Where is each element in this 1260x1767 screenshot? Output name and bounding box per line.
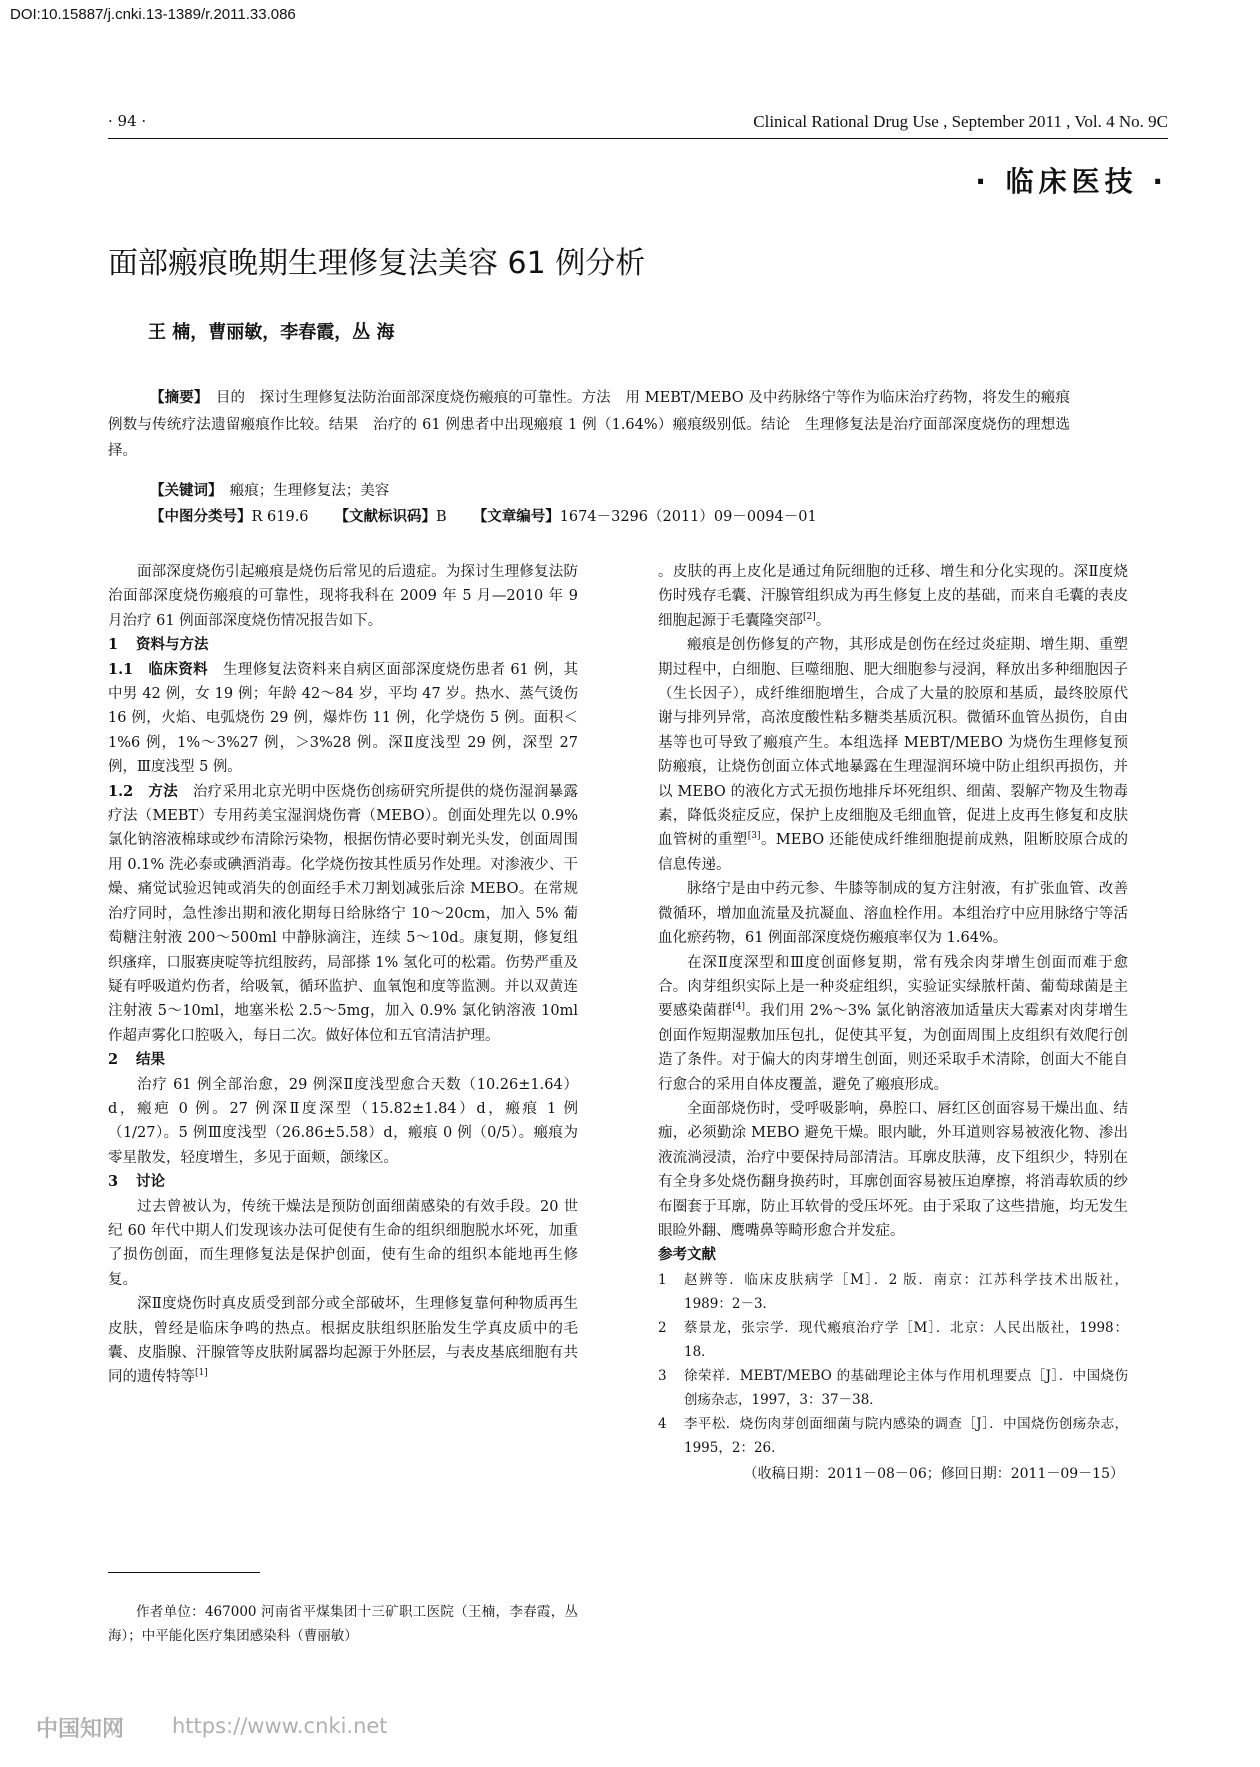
discussion-paragraph-3 [658,633,1128,877]
reference-number: 2 [658,1319,667,1336]
doi: DOI:10.15887/j.cnki.13-1389/r.2011.33.086 [10,6,296,23]
section-label: · 临床医技 · [975,165,1168,198]
section-1-1-text: 生理修复法资料来自病区面部深度烧伤患者 61 例，其中男 42 例，女 19 例；年龄 42～84 岁，平均 47 岁。热水、蒸气烫伤 16 例，火焰、电弧烧伤 29 例，爆炸伤 11 例，化学烧伤 5 例。面积＜1%6 例，1%～3%27 例，＞3%28 例。深Ⅱ度浅型 29 例，深型 27 例，Ⅲ度浅型 5 例。 [108,661,579,776]
received-dates: （收稿日期：2011－08－06；修回日期：2011－09－15） [743,1465,1124,1482]
section-3-title: 讨论 [136,1173,165,1191]
right-column [658,560,1128,1486]
results-paragraph: 治疗 61 例全部治愈，29 例深Ⅱ度浅型愈合天数（10.26±1.64）d，瘢疤 0 例。27 例深Ⅱ度深型（15.82±1.84）d，瘢痕 1 例（1/27）。5 例Ⅲ度浅型（26.86±5.58）d，瘢痕 0 例（0/5）。瘢痕为零星散发，轻度增生，多见于面颊，颌缘区。 [108,1076,578,1166]
section-1-1 [108,658,578,780]
section-1-1-heading: 1.1 临床资料 [108,660,208,678]
section-1-2-text: 治疗采用北京光明中医烧伤创疡研究所提供的烧伤湿润暴露疗法（MEBT）专用药美宝湿润烧伤膏（MEBO）。创面处理先以 0.9% 氯化钠溶液棉球或纱布清除污染物，根据伤情必要时剃光头发，创面周围用 0.1% 洗必泰或碘酒消毒。化学烧伤按其性质另作处理。对渗液少、干燥、痛觉试验迟钝或消失的创面经手术刀割划减张后涂 MEBO。在常规治疗同时，急性渗出期和液化期每日给脉络宁 10～20cm，加入 5% 葡萄糖注射液 200～500ml 中静脉滴注，连续 5～10d。康复期，修复组织瘙痒，口服赛庚啶等抗组胺药，局部搽 1% 氢化可的松霜。伤势严重及疑有呼吸道灼伤者，给吸氧，循环监护、血氧饱和度等监测。并以双黄连注射液 5～10ml，地塞米松 2.5～5mg，加入 0.9% 氯化钠溶液 10ml 作超声雾化口腔吸入，每日二次。做好体位和五官清洁护理。 [108,783,578,1044]
references-heading: 参考文献 [658,1246,716,1264]
article-title: 面部瘢痕晚期生理修复法美容 61 例分析 [108,246,646,281]
abstract-label: 【摘要】 [150,389,202,406]
footnote-rule [108,1572,260,1573]
class-value: R 619.6 [251,509,309,525]
keywords-label: 【关键词】 [150,482,216,499]
discussion-2a-text: 深Ⅱ度烧伤时真皮质受到部分或全部破坏，生理修复靠何种物质再生皮肤，曾经是临床争鸣的热点。根据皮肤组织胚胎发生学真皮质中的毛囊、皮脂腺、汗腺管等皮肤附属器均起源于外胚层，与表皮基底细胞有共同的遗传特等 [108,1296,578,1386]
author-list: 王 楠，曹丽敏，李春霞，丛 海 [148,322,395,343]
reference-number: 4 [658,1415,667,1432]
reference-text: 赵辨等．临床皮肤病学［M］．2 版．南京：江苏科学技术出版社，1989：2－3． [684,1271,1128,1312]
reference-item [658,1412,1128,1460]
discussion-3a-text: 瘢痕是创伤修复的产物，其形成是创伤在经过炎症期、增生期、重塑期过程中，白细胞、巨噬细胞、肥大细胞参与浸润，释放出多种细胞因子（生长因子），成纤维细胞增生，合成了大量的胶原和基质，最终胶原代谢与排列异常，高浓度酸性粘多糖类基质沉积。微循环血管丛损伤，自由基等也可导致了瘢痕产生。本组选择 MEBT/MEBO 为烧伤生理修复预防瘢痕，让烧伤创面立体式地暴露在生理湿润环境中防止组织再损伤，并以 MEBO 的液化方式无损伤地排斥坏死组织、细菌、裂解产物及生物毒素，降低炎症反应，保护上皮细胞及毛细血管，促进上皮再生修复和皮肤血管树的重塑 [658,637,1128,849]
citation-2: [2] [803,611,816,622]
classification-line [108,504,1070,531]
page-number: · 94 · [108,112,147,130]
reference-text: 李平松．烧伤肉芽创面细菌与院内感染的调查［J］．中国烧伤创疡杂志，1995，2：26． [684,1415,1128,1456]
intro-paragraph: 面部深度烧伤引起瘢痕是烧伤后常见的后遗症。为探讨生理修复法防治面部深度烧伤瘢痕的可靠性，现将我科在 2009 年 5 月—2010 年 9 月治疗 61 例面部深度烧伤情况报告如下。 [108,564,578,629]
section-3-number: 3 [108,1173,119,1191]
reference-item [658,1364,1128,1412]
reference-item [658,1268,1128,1316]
section-1-title: 资料与方法 [136,636,209,654]
discussion-paragraph-2b [658,560,1128,633]
section-3-heading [108,1170,578,1194]
keywords-text: 瘢痕；生理修复法；美容 [229,483,390,499]
section-2-title: 结果 [136,1051,165,1069]
abstract [108,385,1070,465]
discussion-paragraph-5 [658,951,1128,1097]
reference-number: 3 [658,1367,667,1384]
reference-text: 徐荣祥．MEBT/MEBO 的基础理论主体与作用机理要点［J］．中国烧伤创疡杂志，1997，3：37－38． [684,1367,1128,1408]
header-rule [108,138,1168,139]
reference-list [658,1268,1128,1460]
discussion-paragraph-2a [108,1292,578,1390]
section-2-number: 2 [108,1051,119,1069]
author-affiliation-footnote: 作者单位：467000 河南省平煤集团十三矿职工医院（王楠，李春霞，丛海）；中平能化医疗集团感染科（曹丽敏） [108,1604,578,1644]
cnki-watermark-logo: 中国知网 [36,1717,125,1742]
discussion-2c-text: 。 [815,612,831,629]
discussion-5b-text: 。我们用 2%～3% 氯化钠溶液加适量庆大霉素对肉芽增生创面作短期湿敷加压包扎，促使其平复，为创面周围上皮组织有效爬行创造了条件。对于偏大的肉芽增生创面，则还采取手术清除，创面大不能自行愈合的采用自体皮覆盖，避免了瘢痕形成。 [658,1003,1129,1093]
section-1-number: 1 [108,636,119,654]
class-label: 【中图分类号】 [150,508,252,525]
discussion-paragraph-6: 全面部烧伤时，受呼吸影响，鼻腔口、唇红区创面容易干燥出血、结痂，必须勤涂 MEBO 避免干燥。眼内眦，外耳道则容易被液化物、渗出液流淌浸渍，治疗中要保持局部清洁。耳廓皮肤薄，皮下组织少，特别在有全身多处烧伤翻身换药时，耳廓创面容易被压迫摩擦，将消毒软质的纱布圈套于耳廓，防止耳软骨的受压坏死。由于采取了这些措施，均无发生眼睑外翻、鹰嘴鼻等畸形愈合并发症。 [658,1100,1128,1239]
section-1-heading [108,633,578,657]
reference-item [658,1316,1128,1364]
journal-line: Clinical Rational Drug Use , September 2011 , Vol. 4 No. 9C [753,112,1168,131]
abstract-text: 目的 探讨生理修复法防治面部深度烧伤瘢痕的可靠性。方法 用 MEBT/MEBO 及中药脉络宁等作为临床治疗药物，将发生的瘢痕例数与传统疗法遗留瘢痕作比较。结果 治疗的 61 例患者中出现瘢痕 1 例（1.64%）瘢痕级别低。结论 生理修复法是治疗面部深度烧伤的理想选择。 [108,390,1071,459]
doccode-value: B [436,509,447,525]
cnki-watermark-url: https://www.cnki.net [172,1714,388,1738]
discussion-paragraph-1: 过去曾被认为，传统干燥法是预防创面细菌感染的有效手段。20 世纪 60 年代中期人们发现该办法可促使有生命的组织细胞脱水坏死，加重了损伤创面，而生理修复法是保护创面，使有生命的组织本能地再生修复。 [108,1198,578,1288]
discussion-5a-text: 在深Ⅱ度深型和Ⅲ度创面修复期，常有残余肉芽增生创面而难于愈合。肉芽组织实际上是一种炎症组织，实验证实绿脓杆菌、葡萄球菌是主要感染菌群 [658,954,1128,1020]
left-column [108,560,578,1390]
articleno-label: 【文章编号】 [472,508,560,525]
keywords [108,478,1070,505]
reference-text: 蔡景龙，张宗学．现代瘢痕治疗学［M］．北京：人民出版社，1998：18． [684,1319,1128,1360]
section-1-2-heading: 1.2 方法 [108,782,179,800]
citation-4: [4] [732,1002,746,1013]
section-1-2 [108,780,578,1048]
articleno-value: 1674－3296（2011）09－0094－01 [559,509,817,525]
citation-3: [3] [747,831,761,842]
discussion-3b-text: 。MEBO 还能使成纤维细胞提前成熟，阻断胶原合成的信息传递。 [658,832,1128,873]
doccode-label: 【文献标识码】 [334,508,437,525]
discussion-2b-text: 。皮肤的再上皮化是通过角阮细胞的迁移、增生和分化实现的。深Ⅱ度烧伤时残存毛囊、汗腺管组织成为再生修复上皮的基础，而来自毛囊的表皮细胞起源于毛囊隆突部 [658,564,1128,629]
discussion-paragraph-4: 脉络宁是由中药元参、牛膝等制成的复方注射液，有扩张血管、改善微循环，增加血流量及抗凝血、溶血栓作用。本组治疗中应用脉络宁等活血化瘀药物，61 例面部深度烧伤瘢痕率仅为 1.64%。 [658,881,1128,947]
reference-number: 1 [658,1271,667,1288]
section-2-heading [108,1048,578,1072]
citation-1: [1] [195,1368,208,1379]
